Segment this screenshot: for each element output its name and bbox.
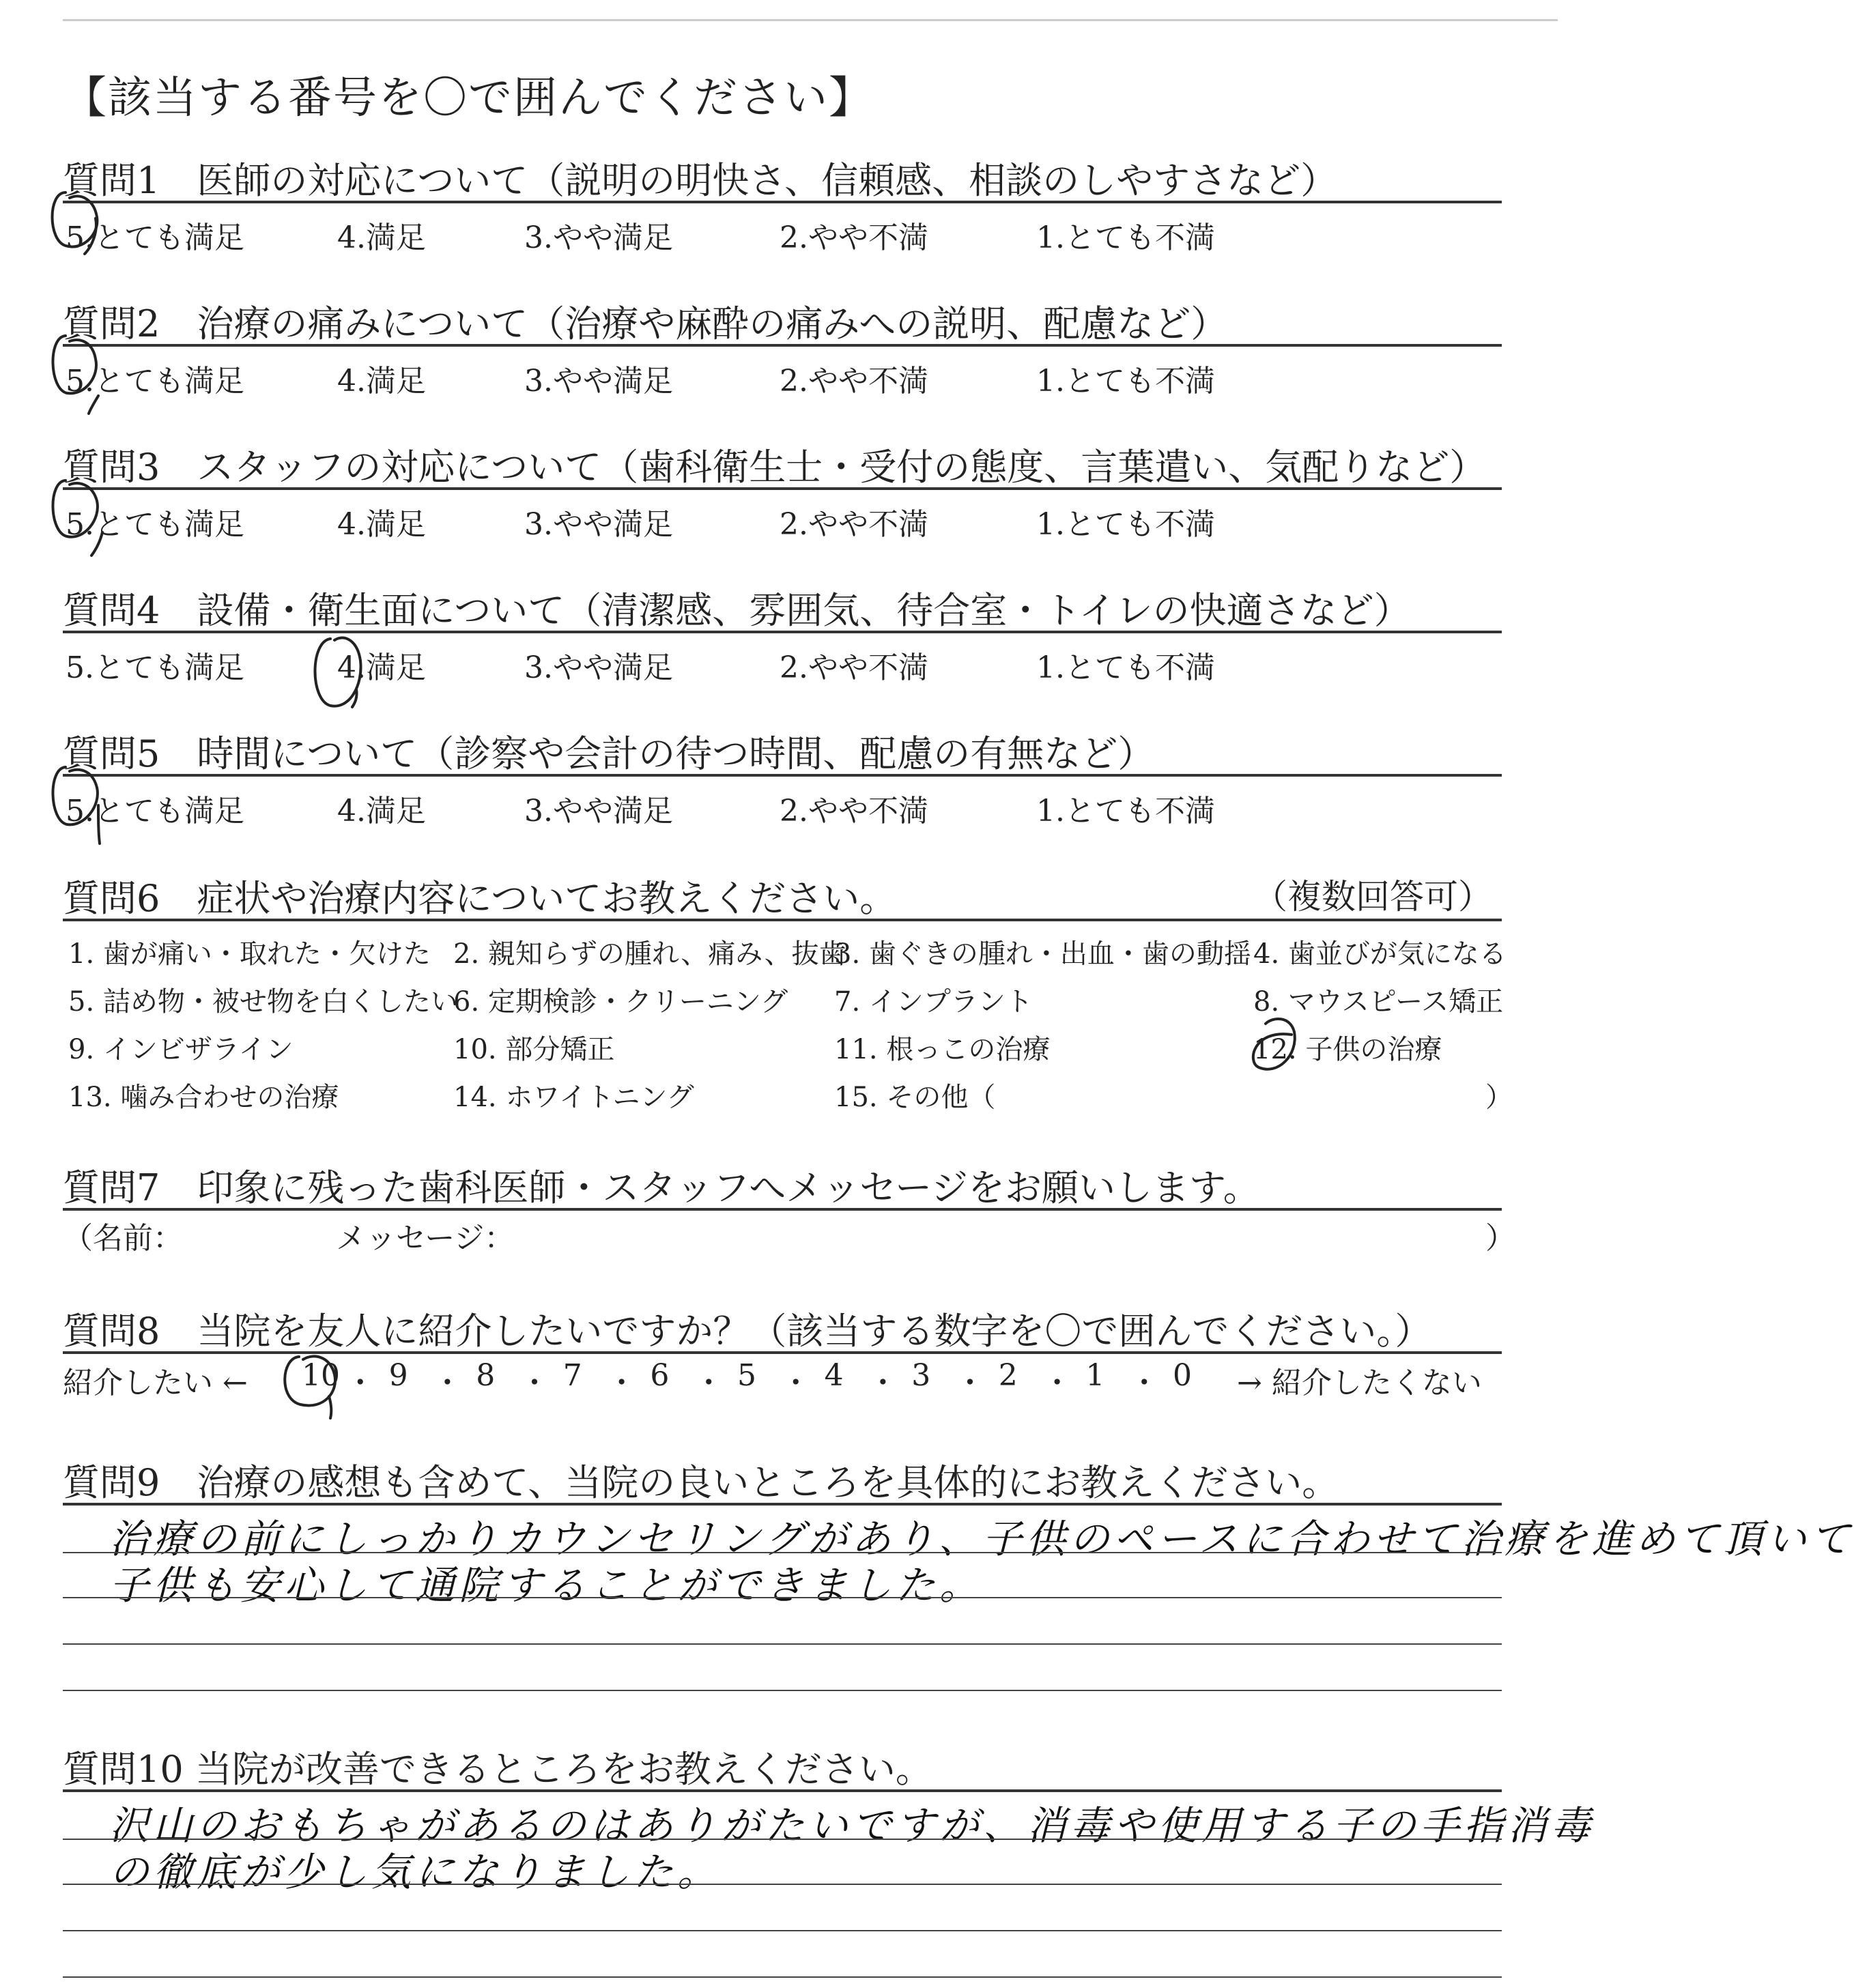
q1-option-4[interactable]: 4.満足 (337, 220, 426, 255)
q2-option-4[interactable]: 4.満足 (337, 364, 426, 399)
q10-answer-line-1: 沢山のおもちゃがあるのはありがたいですが、消毒や使用する子の手指消毒 (109, 1802, 1595, 1849)
q3-option-4[interactable]: 4.満足 (337, 507, 426, 542)
q6-option-4[interactable]: 4. 歯並びが気になる (1253, 938, 1507, 970)
q6-option-8[interactable]: 8. マウスピース矯正 (1253, 986, 1504, 1018)
q8-scale-separator: ・ (1042, 1366, 1072, 1400)
q8-scale-value-9[interactable]: 9 (388, 1358, 408, 1393)
q5-option-3[interactable]: 3.やや満足 (524, 794, 673, 829)
q8-scale-value-1[interactable]: 1 (1085, 1358, 1105, 1393)
q4-option-2[interactable]: 2.やや不満 (780, 650, 928, 685)
q3-option-5[interactable]: 5.とても満足 (66, 507, 244, 542)
page-title: 【該当する番号を〇で囲んでください】 (63, 73, 874, 124)
q9-write-line-3 (63, 1643, 1502, 1645)
q4-option-1[interactable]: 1.とても不満 (1036, 650, 1215, 685)
question-10-rule (63, 1789, 1502, 1792)
q9-answer-line-1: 治療の前にしっかりカウンセリングがあり、子供のペースに合わせて治療を進めて頂いて (109, 1516, 1854, 1562)
q6-option-3[interactable]: 3. 歯ぐきの腫れ・出血・歯の動揺 (834, 938, 1251, 970)
q6-option-11[interactable]: 11. 根っこの治療 (834, 1034, 1051, 1065)
q8-scale-value-8[interactable]: 8 (476, 1358, 496, 1393)
question-4-title: 質問4 設備・衛生面について（清潔感、雰囲気、待合室・トイレの快適さなど） (63, 589, 1411, 632)
q4-selection-tick (352, 689, 357, 707)
question-6-rule (63, 919, 1502, 921)
q5-option-4[interactable]: 4.満足 (337, 794, 426, 829)
question-6-note: （複数回答可） (1253, 877, 1492, 917)
q8-left-label: 紹介したい ← (63, 1366, 248, 1400)
q6-option-12[interactable]: 12. 子供の治療 (1253, 1034, 1442, 1065)
q4-option-3[interactable]: 3.やや満足 (524, 650, 673, 685)
question-10-title: 質問10 当院が改善できるところをお教えください。 (63, 1748, 932, 1791)
q6-option-13[interactable]: 13. 噛み合わせの治療 (68, 1082, 339, 1113)
q5-option-1[interactable]: 1.とても不満 (1036, 794, 1215, 829)
question-3-title: 質問3 スタッフの対応について（歯科衛生士・受付の態度、言葉遣い、気配りなど） (63, 446, 1487, 489)
question-9-rule (63, 1503, 1502, 1506)
q6-option-7[interactable]: 7. インプラント (834, 986, 1033, 1018)
question-7-rule (63, 1208, 1502, 1211)
q6-option-15-close: ） (1485, 1082, 1513, 1113)
q6-option-15[interactable]: 15. その他（ (834, 1082, 996, 1113)
scan-top-edge (63, 19, 1558, 21)
q5-option-5[interactable]: 5.とても満足 (66, 794, 244, 829)
q3-option-2[interactable]: 2.やや不満 (780, 507, 928, 542)
q6-option-5[interactable]: 5. 詰め物・被せ物を白くしたい (68, 986, 458, 1018)
q1-option-1[interactable]: 1.とても不満 (1036, 220, 1215, 255)
question-6-title: 質問6 症状や治療内容についてお教えください。 (63, 877, 897, 920)
q5-option-2[interactable]: 2.やや不満 (780, 794, 928, 829)
q8-scale-value-2[interactable]: 2 (998, 1358, 1018, 1393)
q2-option-2[interactable]: 2.やや不満 (780, 364, 928, 399)
q7-message-label: メッセージ： (336, 1221, 515, 1256)
q8-scale-separator: ・ (955, 1366, 985, 1400)
q6-option-2[interactable]: 2. 親知らずの腫れ、痛み、抜歯 (453, 938, 846, 970)
q8-scale-value-6[interactable]: 6 (650, 1358, 670, 1393)
q8-selection-tick (329, 1396, 331, 1418)
q8-scale-value-0[interactable]: 0 (1173, 1358, 1192, 1393)
q6-option-6[interactable]: 6. 定期検診・クリーニング (453, 986, 788, 1018)
q2-option-1[interactable]: 1.とても不満 (1036, 364, 1215, 399)
q2-option-3[interactable]: 3.やや満足 (524, 364, 673, 399)
q3-option-3[interactable]: 3.やや満足 (524, 507, 673, 542)
q8-scale-separator: ・ (780, 1366, 811, 1400)
q8-scale-separator: ・ (345, 1366, 375, 1400)
q2-option-5[interactable]: 5.とても満足 (66, 364, 244, 399)
q9-write-line-2 (63, 1597, 1502, 1598)
q8-scale-separator: ・ (1129, 1366, 1160, 1400)
q8-scale-value-10[interactable]: 10 (302, 1358, 340, 1393)
q1-option-5[interactable]: 5.とても満足 (66, 220, 244, 255)
q10-write-line-4 (63, 1976, 1502, 1978)
question-9-title: 質問9 治療の感想も含めて、当院の良いところを具体的にお教えください。 (63, 1461, 1339, 1504)
q10-write-line-3 (63, 1930, 1502, 1931)
q8-scale-separator: ・ (432, 1366, 463, 1400)
q1-option-2[interactable]: 2.やや不満 (780, 220, 928, 255)
question-1-rule (63, 201, 1502, 203)
q8-scale-value-3[interactable]: 3 (911, 1358, 931, 1393)
q3-option-1[interactable]: 1.とても不満 (1036, 507, 1215, 542)
question-8-rule (63, 1351, 1502, 1354)
q8-scale-separator: ・ (519, 1366, 550, 1400)
q8-scale-separator: ・ (868, 1366, 898, 1400)
q8-scale-value-4[interactable]: 4 (824, 1358, 844, 1393)
q9-write-line-4 (63, 1690, 1502, 1691)
question-7-title: 質問7 印象に残った歯科医師・スタッフへメッセージをお願いします。 (63, 1166, 1260, 1209)
question-2-rule (63, 344, 1502, 347)
q4-option-4[interactable]: 4.満足 (337, 650, 426, 685)
q6-option-1[interactable]: 1. 歯が痛い・取れた・欠けた (68, 938, 431, 970)
q1-option-3[interactable]: 3.やや満足 (524, 220, 673, 255)
q6-option-14[interactable]: 14. ホワイトニング (453, 1082, 694, 1113)
question-1-title: 質問1 医師の対応について（説明の明快さ、信頼感、相談のしやすさなど） (63, 159, 1338, 202)
q7-name-label: （名前： (63, 1221, 183, 1256)
q6-option-9[interactable]: 9. インビザライン (68, 1034, 294, 1065)
q7-close: ） (1485, 1221, 1515, 1256)
question-4-rule (63, 631, 1502, 633)
q4-option-5[interactable]: 5.とても満足 (66, 650, 244, 685)
question-5-rule (63, 774, 1502, 777)
question-2-title: 質問2 治療の痛みについて（治療や麻酔の痛みへの説明、配慮など） (63, 302, 1228, 345)
q10-write-line-2 (63, 1884, 1502, 1885)
q8-scale-value-5[interactable]: 5 (737, 1358, 756, 1393)
question-8-title: 質問8 当院を友人に紹介したいですか？（該当する数字を〇で囲んでください。） (63, 1310, 1432, 1353)
q8-scale-value-7[interactable]: 7 (562, 1358, 582, 1393)
q8-scale-separator: ・ (606, 1366, 637, 1400)
question-5-title: 質問5 時間について（診察や会計の待つ時間、配慮の有無など） (63, 732, 1155, 775)
q6-option-10[interactable]: 10. 部分矯正 (453, 1034, 615, 1065)
q8-scale-separator: ・ (694, 1366, 724, 1400)
q8-right-label: → 紹介したくない (1237, 1366, 1482, 1400)
question-3-rule (63, 487, 1502, 490)
q9-answer-line-2: 子供も安心して通院することができました。 (109, 1562, 984, 1609)
q10-answer-line-2: の徹底が少し気になりました。 (109, 1849, 722, 1895)
